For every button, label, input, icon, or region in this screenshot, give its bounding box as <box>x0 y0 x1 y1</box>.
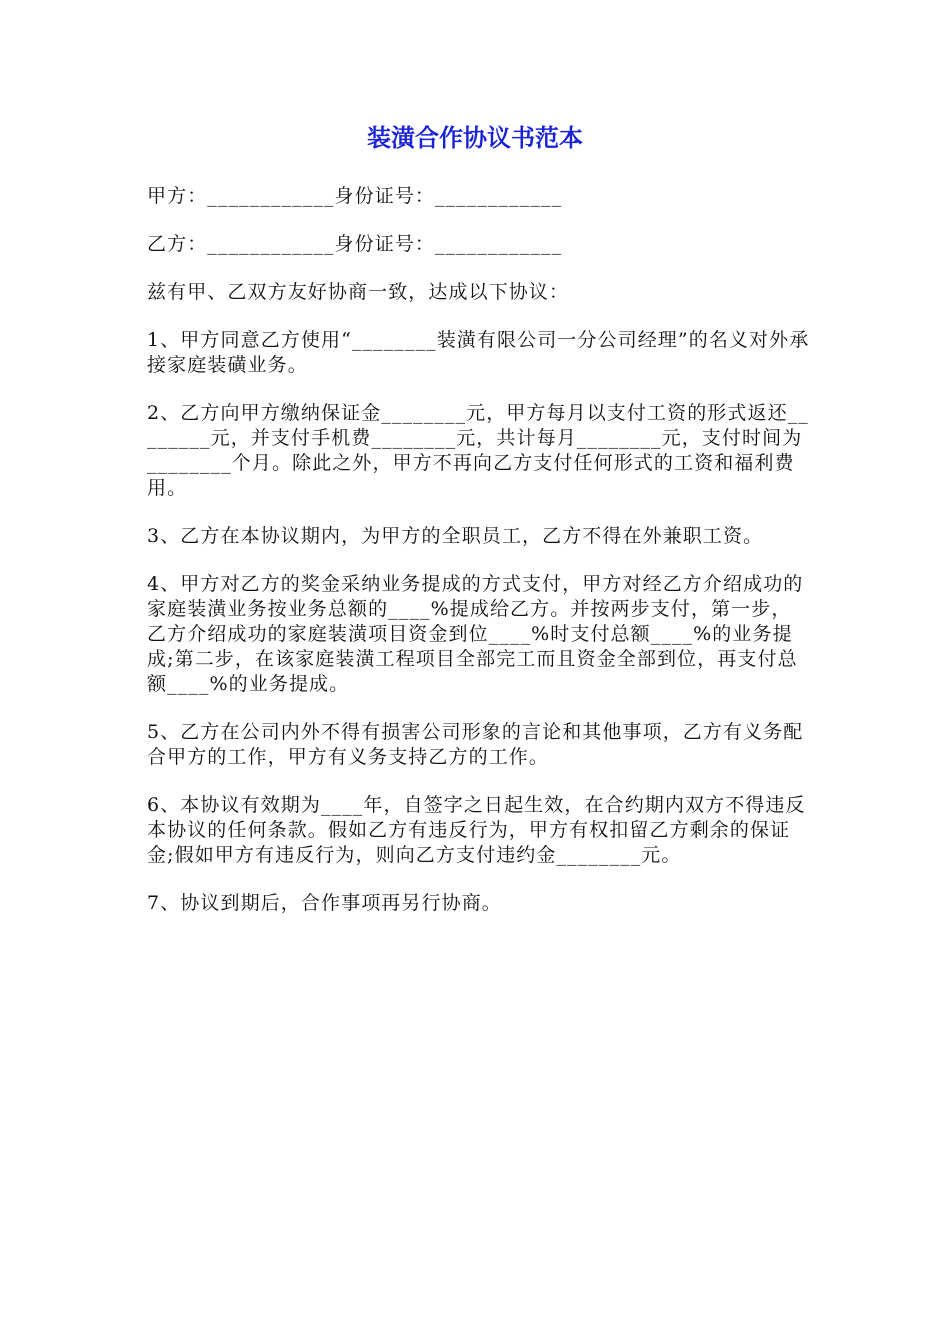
clause-7: 7、协议到期后，合作事项再另行协商。 <box>147 892 502 914</box>
document-body <box>147 184 811 939</box>
party-b-line: 乙方：____________身份证号：____________ <box>147 233 563 255</box>
clause-1: 1、甲方同意乙方使用“________装潢有限公司一分公司经理”的名义对外承接家庭装磺业务。 <box>147 329 810 376</box>
clause-5: 5、乙方在公司内外不得有损害公司形象的言论和其他事项，乙方有义务配合甲方的工作，甲方有义务支持乙方的工作。 <box>147 721 804 768</box>
clause-2: 2、乙方向甲方缴纳保证金________元，甲方每月以支付工资的形式返还________元，并支付手机费________元，共计每月________元，支付时间为________个月。除此之外，甲方不再向乙方支付任何形式的工资和福利费用。 <box>147 402 809 499</box>
party-a-line: 甲方：____________身份证号：____________ <box>147 185 563 207</box>
intro-paragraph: 兹有甲、乙双方友好协商一致，达成以下协议： <box>147 281 570 303</box>
clause-3: 3、乙方在本协议期内，为甲方的全职员工，乙方不得在外兼职工资。 <box>147 525 764 547</box>
clause-6: 6、本协议有效期为____年，自签字之日起生效，在合约期内双方不得违反本协议的任何条款。假如乙方有违反行为，甲方有权扣留乙方剩余的保证金;假如甲方有违反行为，则向乙方支付违约金________元。 <box>147 794 806 866</box>
document-title: 装潢合作协议书范本 <box>367 124 583 152</box>
clause-4: 4、甲方对乙方的奖金采纳业务提成的方式支付，甲方对经乙方介绍成功的家庭装潢业务按业务总额的____%提成给乙方。并按两步支付，第一步，乙方介绍成功的家庭装潢项目资金到位____%时支付总额____%的业务提成;第二步，在该家庭装潢工程项目全部完工而且资金全部到位，再支付总额____%的业务提成。 <box>147 573 804 695</box>
